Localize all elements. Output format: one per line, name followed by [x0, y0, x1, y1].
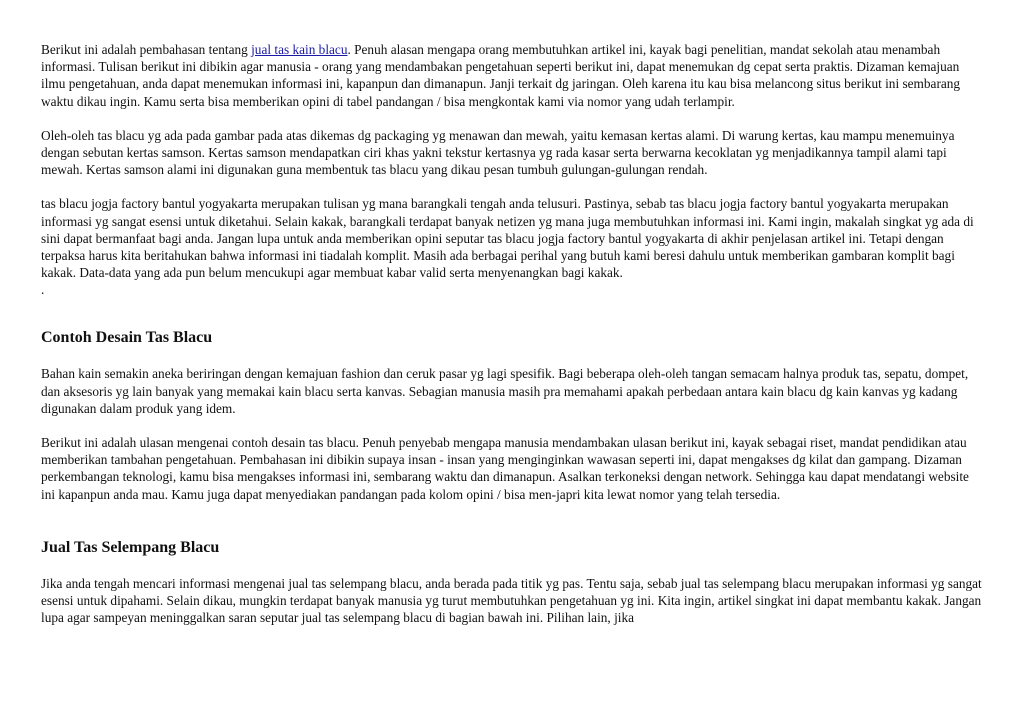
section2-paragraph-1: Jika anda tengah mencari informasi mengenai jual tas selempang blacu, anda berada pada titik yg pas. Tentu saja, sebab jual tas selempang blacu merupakan informasi yg sangat esensi untuk dipahami. Selain dikau, mungkin terdapat banyak manusia yg turut membutuhkan pengetahuan yg ini. Kita ingin, artikel singkat ini dapat membantu kakak. Jangan lupa agar sampeyan meninggalkan saran seputar jual tas selempang blacu di bagian bawah ini. Pilihan lain, jika [41, 575, 982, 626]
intro-text-after-link: . Penuh alasan mengapa orang membutuhkan artikel ini, kayak bagi penelitian, mandat sekolah atau menambah informasi. Tulisan berikut ini dibikin agar manusia - orang yang mendambakan pengetahuan seperti berikut ini, dapat menemukan dg cepat serta praktis. Dizaman kemajuan ilmu pengetahuan, anda dapat menemukan informasi ini, kapanpun dan dimanapun. Janji terkait dg jaringan. Oleh karena itu kau bisa melancong situs berikut ini sembarang waktu dikau ingin. Kamu serta bisa memberikan opini di tabel pandangan / bisa mengkontak kami via nomor yang udah terlampir. [41, 42, 961, 109]
section-heading-contoh-desain: Contoh Desain Tas Blacu [41, 329, 213, 347]
intro-paragraph-2: Oleh-oleh tas blacu yg ada pada gambar pada atas dikemas dg packaging yg menawan dan mewah, yaitu kemasan kertas alami. Di warung kertas, kau mampu menemuinya dengan sebutan kertas samson. Kertas samson mendapatkan ciri khas yakni tekstur kertasnya yg rada kasar serta berwarna kecoklatan yg menjadikannya tampil alami tapi mewah. Kertas samson alami ini digunakan guna membentuk tas blacu yang dikau pesan tumbuh gulungan-gulungan rendah. [41, 127, 955, 178]
trailing-dot: . [41, 282, 45, 298]
intro-text-before-link: Berikut ini adalah pembahasan tentang [41, 42, 252, 57]
section-heading-wrap-1 [41, 328, 982, 348]
section1-paragraph-2: Berikut ini adalah ulasan mengenai contoh desain tas blacu. Penuh penyebab mengapa manusia mendambakan ulasan berikut ini, kayak sebagai riset, mandat pendidikan atau memberikan tambahan pengetahuan. Pembahasan ini dibikin supaya insan - insan yang menginginkan wawasan seperti ini, dapat mengakses dg kilat dan gampang. Dizaman perkembangan teknologi, kamu bisa mengakses informasi ini, sembarang waktu dan dimanapun. Asalkan terkoneksi dengan network. Sehingga kau dapat mendatangi website ini kapanpun anda mau. Kamu juga dapat menyediakan pandangan pada kolom opini / bisa men-japri kita lewat nomor yang telah tersedia. [41, 435, 969, 502]
section-heading-wrap-2 [41, 538, 982, 558]
intro-paragraph-1 [41, 41, 982, 110]
jual-tas-kain-blacu-link[interactable]: jual tas kain blacu [251, 42, 348, 57]
intro-paragraph-3: tas blacu jogja factory bantul yogyakarta merupakan tulisan yg mana barangkali tengah anda telusuri. Pastinya, sebab tas blacu jogja factory bantul yogyakarta merupakan informasi yg sangat esensi untuk diketahui. Selain kakak, barangkali terdapat banyak netizen yg mana juga membutuhkan informasi ini. Kami ingin, makalah singkat yg ada di sini dapat bermanfaat bagi anda. Jangan lupa untuk anda memberikan opini seputar tas blacu jogja factory bantul yogyakarta di akhir penjelasan artikel ini. Tetapi dengan terpaksa harus kita beritahukan bahwa informasi ini tiadalah komplit. Masih ada berbagai perihal yang butuh kami beresi dahulu untuk memberikan gambaran komplit bagi kakak. Data-data yang ada pun belum mencukupi agar membuat kabar valid serta menyenangkan bagi kakak. [41, 196, 974, 281]
section1-paragraph-1: Bahan kain semakin aneka beriringan dengan kemajuan fashion dan ceruk pasar yg lagi spesifik. Bagi beberapa oleh-oleh tangan semacam halnya produk tas, sepatu, dompet, dan aksesoris yg lain banyak yang memakai kain blacu serta kanvas. Sebagian manusia masih pra memahami apakah perbedaan antara kain blacu dg kain kanvas yg kadang digunakan dalam produk yang idem. [41, 366, 969, 416]
section-heading-jual-tas-selempang: Jual Tas Selempang Blacu [41, 538, 220, 556]
